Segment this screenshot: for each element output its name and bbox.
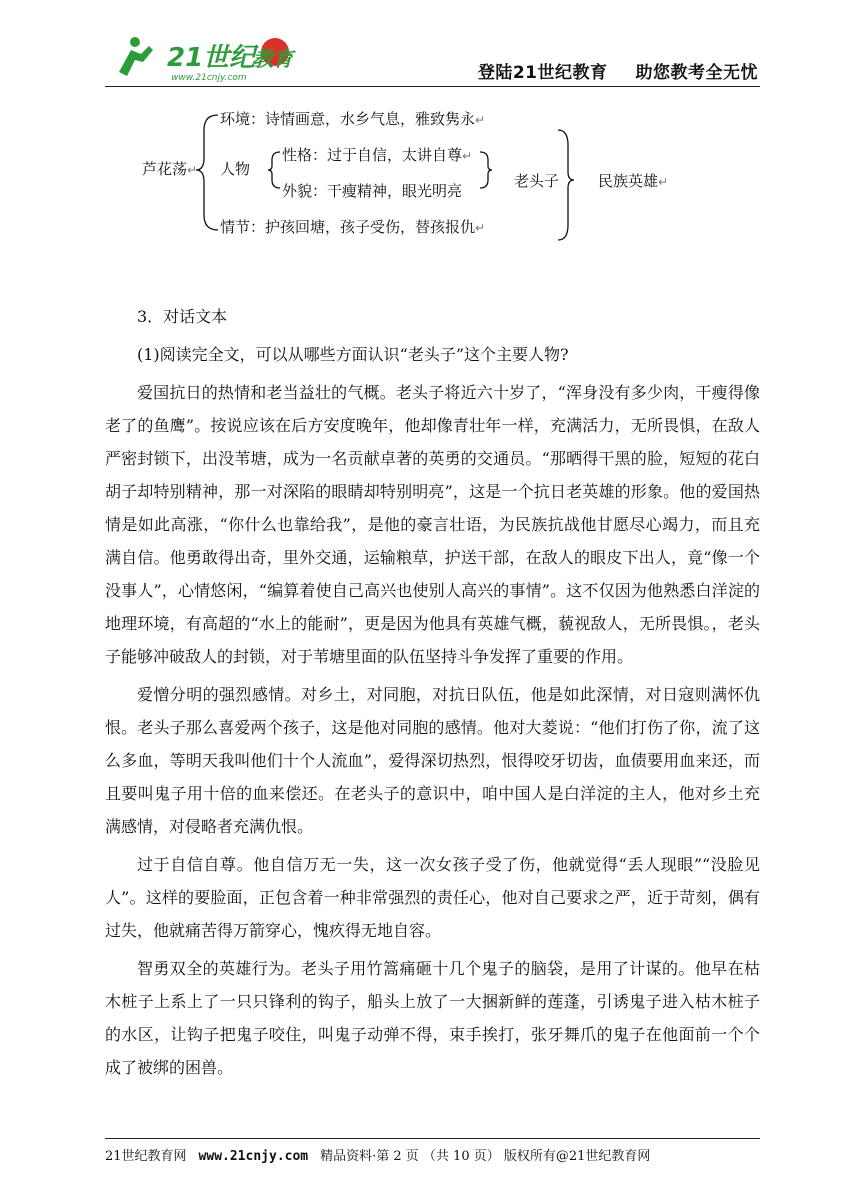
diagram-person: 人物 (220, 160, 251, 178)
page-header (105, 30, 760, 86)
page-footer (105, 1138, 760, 1164)
paragraph: 过于自信自尊。他自信万无一失，这一次女孩子受了伤，他就觉得“丢人现眼”“没脸见人”。这样的要脸面，正包含着一种非常强烈的责任心，他对自己要求之严，近于苛刻，偶有过失，他就痛苦得万箭穿心，愧疚得无地自容。 (105, 855, 760, 940)
article-body (105, 300, 760, 1084)
diagram-plot: 情节：护孩回塘，孩子受伤，替孩报仇↵ (220, 218, 486, 236)
diagram-environment: 环境：诗情画意，水乡气息，雅致隽永↵ (220, 110, 486, 128)
diagram-nation: 民族英雄↵ (598, 172, 669, 190)
diagram-trait-character: 性格：过于自信，太讲自尊↵ (282, 146, 473, 164)
footer-url[interactable]: www.21cnjy.com (198, 1149, 309, 1164)
structure-diagram (140, 100, 700, 250)
header-divider (105, 86, 760, 87)
paragraph: 智勇双全的英雄行为。老头子用竹篙痛砸十几个鬼子的脑袋，是用了计谋的。他早在枯木桩子上系上了一只只锋利的钩子，船头上放了一大捆新鲜的莲蓬，引诱鬼子进入枯木桩子的水区，让钩子把鬼子咬住，叫鬼子动弹不得，束手挨打，张牙舞爪的鬼子在他面前一个个成了被绑的困兽。 (105, 959, 760, 1077)
question: (1)阅读完全文，可以从哪些方面认识“老头子”这个主要人物? (137, 345, 569, 364)
paragraph: 爱憎分明的强烈感情。对乡土，对同胞，对抗日队伍，他是如此深情，对日寇则满怀仇恨。老头子那么喜爱两个孩子，这是他对同胞的感情。他对大菱说：“他们打伤了你，流了这么多血，等明天我叫他们十个人流血”，爱得深切热烈，恨得咬牙切齿，血债要用血来还，而且要叫鬼子用十倍的血来偿还。在老头子的意识中，咱中国人是白洋淀的主人，他对乡土充满感情，对侵略者充满仇恨。 (105, 685, 760, 836)
header-slogan (478, 58, 758, 83)
diagram-root: 芦花荡↵ (142, 160, 198, 178)
site-logo (105, 32, 305, 84)
slogan-left: 登陆21世纪教育 (477, 63, 608, 83)
footer-page-info: 精品资料·第 2 页 （共 10 页） 版权所有@21世纪教育网 (320, 1149, 651, 1164)
footer-site: 21世纪教育网 (105, 1149, 187, 1164)
diagram-hero: 老头子 (514, 172, 560, 190)
diagram-trait-appearance: 外貌：干瘦精神，眼光明亮 (282, 182, 463, 200)
section-title: 3．对话文本 (137, 307, 228, 326)
paragraph: 爱国抗日的热情和老当益壮的气概。老头子将近六十岁了，“浑身没有多少肉，干瘦得像老了的鱼鹰”。按说应该在后方安度晚年，他却像青壮年一样，充满活力，无所畏惧，在敌人严密封锁下，出没苇塘，成为一名贡献卓著的英勇的交通员。“那晒得干黑的脸，短短的花白胡子却特别精神，那一对深陷的眼睛却特别明亮”，这是一个抗日老英雄的形象。他的爱国热情是如此高涨，“你什么也靠给我”，是他的豪言壮语，为民族抗战他甘愿尽心竭力，而且充满自信。他勇敢得出奇，里外交通，运输粮草，护送干部，在敌人的眼皮下出人，竟“像一个没事人”，心情悠闲，“编算着使自己高兴也使别人高兴的事情”。这不仅因为他熟悉白洋淀的地理环境，有高超的“水上的能耐”，更是因为他具有英雄气概，藐视敌人，无所畏惧。，老头子能够冲破敌人的封锁，对于苇塘里面的队伍坚持斗争发挥了重要的作用。 (105, 383, 760, 666)
svg-text:21世纪: 21世纪 (167, 43, 256, 73)
svg-text:教育: 教育 (253, 47, 293, 71)
svg-text:www.21cnjy.com: www.21cnjy.com (171, 73, 247, 83)
slogan-right: 助您教考全无忧 (635, 63, 758, 83)
